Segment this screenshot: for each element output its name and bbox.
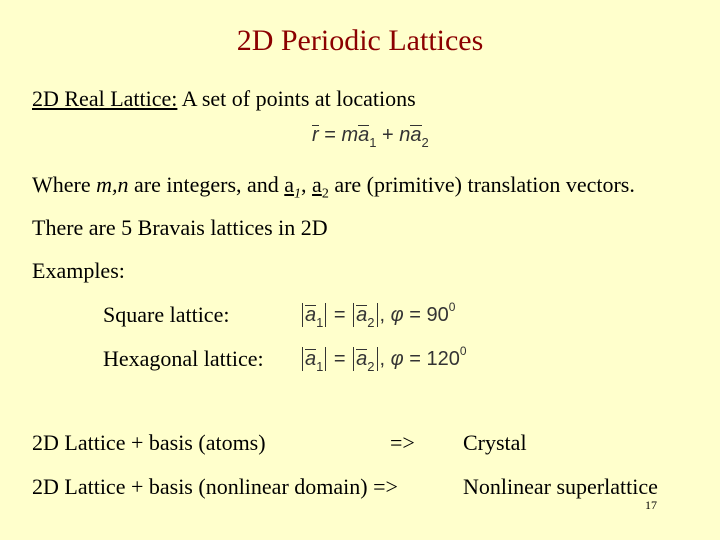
square-lattice-equation: $a_1$ = $a_2$ , $\varphi = 90^0$: [300, 300, 455, 330]
vector-a2: a: [410, 124, 422, 146]
real-lattice-text: A set of points at locations: [177, 86, 416, 111]
square-degree: 0: [448, 300, 456, 314]
hexagonal-lattice-label: Hexagonal lattice:: [103, 346, 264, 371]
lattice-vector-equation: [312, 124, 429, 150]
hex-sub-2: 2: [367, 359, 375, 374]
slide-title: 2D Periodic Lattices: [236, 24, 484, 57]
square-sub-1: 1: [316, 315, 324, 330]
square-lattice-label: Square lattice:: [103, 302, 230, 327]
crystal-right-text: Crystal: [463, 430, 527, 455]
equals-sign: =: [318, 124, 342, 146]
where-text-1: Where: [32, 172, 97, 197]
examples-label: Examples:: [32, 258, 125, 283]
where-a1: a: [284, 172, 295, 197]
superlattice-right-text: Nonlinear superlattice: [463, 474, 658, 499]
square-phi: φ: [390, 304, 404, 326]
real-lattice-label: 2D Real Lattice:: [32, 86, 178, 111]
hex-vector-a2: a: [356, 348, 368, 370]
where-text-2: are integers, and: [128, 172, 285, 197]
subscript-2: 2: [421, 135, 429, 150]
coef-n: n: [399, 124, 411, 146]
vector-r: r: [312, 124, 319, 146]
crystal-left-text: 2D Lattice + basis (atoms): [32, 430, 266, 455]
square-vector-a1: a: [305, 304, 317, 326]
hex-sub-1: 1: [316, 359, 324, 374]
where-text-3: are (primitive) translation vectors.: [328, 172, 635, 197]
where-line: [32, 172, 635, 207]
crystal-arrow: =>: [390, 430, 415, 455]
subscript-1: 1: [369, 135, 377, 150]
page-number: 17: [645, 498, 657, 512]
where-a1-sub: 1: [294, 186, 302, 202]
where-a2-sub: 2: [321, 186, 329, 202]
vector-a1: a: [358, 124, 370, 146]
superlattice-left-text: 2D Lattice + basis (nonlinear domain) =>: [32, 474, 398, 499]
hex-degree: 0: [459, 344, 467, 358]
plus-sign: +: [376, 124, 400, 146]
real-lattice-line: [32, 86, 416, 112]
square-angle: 90: [426, 304, 449, 326]
hexagonal-lattice-equation: $a_1$ = $a_2$ , $\varphi = 120^0$: [300, 344, 467, 374]
bravais-line: There are 5 Bravais lattices in 2D: [32, 215, 328, 240]
where-mn: m,n: [96, 172, 129, 197]
square-vector-a2: a: [356, 304, 368, 326]
hex-vector-a1: a: [305, 348, 317, 370]
square-sub-2: 2: [367, 315, 375, 330]
where-a2: a: [312, 172, 322, 197]
where-comma: ,: [301, 172, 313, 197]
coef-m: m: [341, 124, 359, 146]
hex-angle: 120: [426, 348, 460, 370]
hex-phi: φ: [390, 348, 404, 370]
